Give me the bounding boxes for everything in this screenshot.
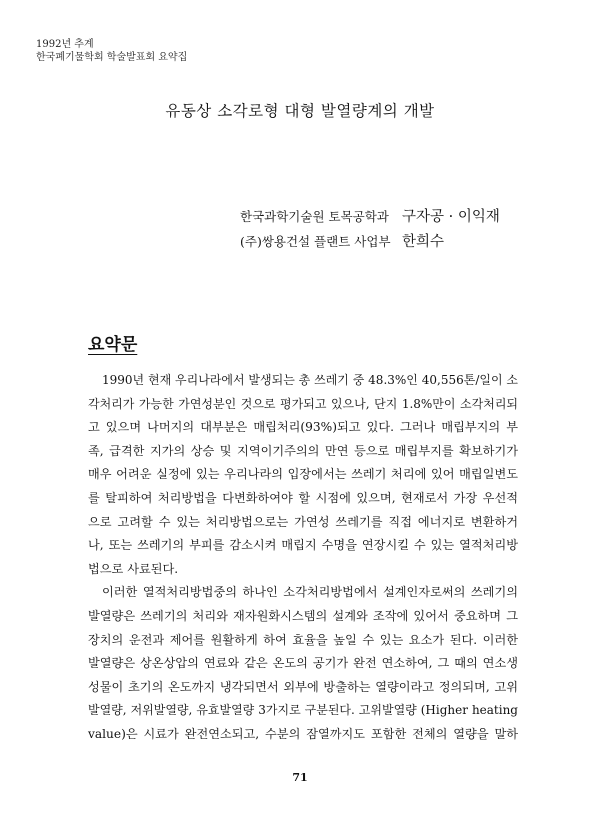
text-line: 를 탈피하여 처리방법을 다변화하여야 할 시점에 있으며, 현재로서 가장 우선적 — [88, 490, 518, 505]
text-line: 족, 급격한 지가의 상승 및 지역이기주의의 만연 등으로 매립부지를 확보하기가 — [88, 443, 518, 458]
header-proceedings: 한국폐기물학회 학술발표회 요약집 — [36, 52, 188, 63]
text-line: 이러한 열적처리방법중의 하나인 소각처리방법에서 설계인자로써의 쓰레기의 — [102, 585, 518, 600]
text-line: 1990년 현재 우리나라에서 발생되는 총 쓰레기 중 48.3%인 40,556톤/일이 소 — [102, 373, 518, 387]
text-line: 법으로 사료된다. — [88, 561, 179, 576]
text-line: 각처리가 가능한 가연성분인 것으로 평가되고 있으나, 단지 1.8%만이 소각처리되 — [88, 396, 518, 411]
abstract-body — [88, 369, 518, 747]
text-line: 장치의 운전과 제어를 원활하게 하여 효율을 높일 수 있는 요소가 된다. 이러한 — [88, 632, 518, 647]
author-names: 한희수 — [402, 234, 445, 250]
author-row — [240, 205, 500, 230]
author-affiliation: (주)쌍용건설 플랜트 사업부 — [240, 234, 391, 249]
text-line: 발열량, 저위발열량, 유효발열량 3가지로 구분된다. 고위발열량 (Higher heating — [88, 703, 518, 718]
author-row — [240, 230, 500, 255]
text-line: 매우 어려운 실정에 있는 우리나라의 입장에서는 쓰레기 처리에 있어 매립일변도 — [88, 467, 518, 482]
text-line: value)은 시료가 완전연소되고, 수분의 잠열까지도 포함한 전체의 열량을 말하 — [88, 726, 518, 741]
paper-title: 유동상 소각로형 대형 발열량계의 개발 — [165, 102, 435, 120]
author-affiliation: 한국과학기술원 토목공학과 — [240, 209, 389, 224]
text-line: 고 있으며 나머지의 대부분은 매립처리(93%)되고 있다. 그러나 매립부지의 부 — [88, 420, 518, 435]
text-line: 성물이 초기의 온도까지 냉각되면서 외부에 방출하는 열량이라고 정의되며, 고위 — [88, 679, 518, 694]
author-block — [240, 205, 500, 255]
page-number: 71 — [292, 771, 308, 784]
text-line: 나, 또는 쓰레기의 부피를 감소시켜 매립지 수명을 연장시킬 수 있는 열적처리방 — [88, 538, 518, 553]
text-line: 발열량은 상온상압의 연료와 같은 온도의 공기가 완전 연소하여, 그 때의 연소생 — [88, 656, 518, 671]
text-line: 으로 고려할 수 있는 처리방법으로는 가연성 쓰레기를 직접 에너지로 변환하거 — [88, 514, 518, 529]
proceedings-header — [36, 38, 187, 64]
header-event: 1992년 추계 — [36, 39, 94, 50]
text-line: 발열량은 쓰레기의 처리와 재자원화시스템의 설계와 조작에 있어서 중요하며 그 — [88, 608, 518, 623]
section-title-abstract: 요약문 — [88, 335, 138, 355]
author-names: 구자공 · 이익재 — [402, 209, 500, 225]
